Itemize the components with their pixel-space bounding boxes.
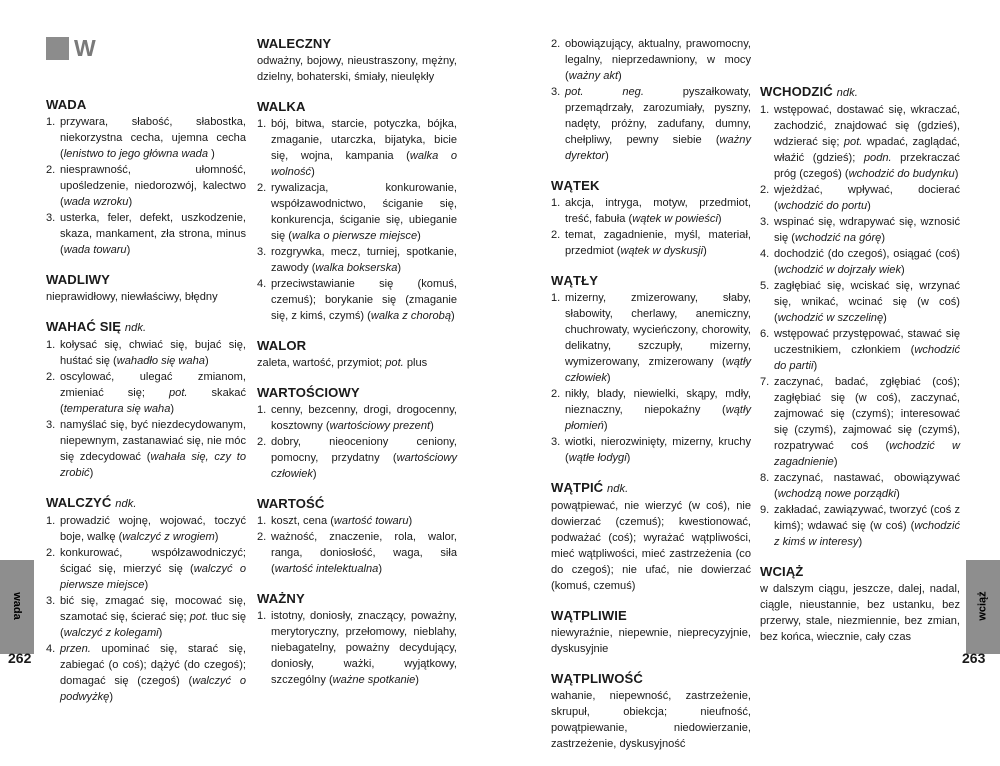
- column-1: [46, 97, 246, 719]
- headword: WALCZYĆ ndk.: [46, 495, 137, 510]
- sense: 3. usterka, feler, defekt, uszkodzenie, skaza, mankament, zła strona, minus (wada towaru): [46, 212, 246, 256]
- headword: WARTOŚCIOWY: [257, 385, 360, 400]
- entry-wazny: [257, 591, 457, 688]
- sense: 4. przeciwstawianie się (komuś, czemuś); borykanie się (zmaganie się, z kimś, czymś) (walka z chorobą): [257, 278, 457, 322]
- sense: 3. wspinać się, wdrapywać się, wznosić się (wchodzić na górę): [760, 216, 960, 244]
- sense: 2. wjeżdżać, wpływać, docierać (wchodzić do portu): [760, 184, 960, 212]
- sense: 2. rywalizacja, konkurowanie, współzawodnictwo, ściganie się, konkurencja, ściganie się, ubieganie się (walka o pierwsze miejsce): [257, 182, 457, 242]
- sense: 3. rozgrywka, mecz, turniej, spotkanie, zawody (walka bokserska): [257, 246, 457, 274]
- sense: 9. zakładać, zawiązywać, tworzyć (coś z kimś); wdawać się (w coś) (wchodzić z kimś w interesy): [760, 504, 960, 548]
- definition: zaleta, wartość, przymiot; pot. plus: [257, 357, 428, 369]
- section-letter: W: [74, 35, 96, 61]
- sense: 1. bój, bitwa, starcie, potyczka, bójka, zmaganie, utarczka, bijatyka, bicie się, wojna, kampania (walka o wolność): [257, 118, 457, 178]
- thumb-index-tab-right: [966, 560, 1000, 654]
- headword: WALOR: [257, 338, 307, 353]
- entry-walor: [257, 338, 457, 371]
- sense: 5. zagłębiać się, wciskać się, wrzynać się, wnikać, wcinać się (w coś) (wchodzić w szczelinę): [760, 280, 960, 324]
- entry-watpic: [551, 480, 751, 594]
- entry-walczyc: [46, 495, 246, 705]
- headword: WCIĄŻ: [760, 564, 804, 579]
- sense: 6. wstępować przystępować, stawać się uczestnikiem, członkiem (wchodzić do partii): [760, 328, 960, 372]
- section-marker-box: [46, 37, 69, 60]
- entry-wchodzic: [760, 84, 960, 550]
- headword: WALKA: [257, 99, 306, 114]
- headword: WCHODZIĆ ndk.: [760, 84, 858, 99]
- entry-wciaz: [760, 564, 960, 645]
- definition: niewyraźnie, niepewnie, nieprecyzyjnie, dyskusyjnie: [551, 627, 751, 655]
- sense: 1. mizerny, zmizerowany, słaby, słabowity, cherlawy, anemiczny, chuchrowaty, wycieńczony, chorowity, delikatny, szczupły, mizerny, wymizerowany, zmizerowany (wątły człowiek): [551, 292, 751, 384]
- sense: 1. przywara, słabość, słabostka, niekorzystna cecha, ujemna cecha (lenistwo to jego główna wada ): [46, 116, 246, 160]
- entry-watpliwosc: [551, 671, 751, 752]
- sense: 1. wstępować, dostawać się, wkraczać, zachodzić, znajdować się (gdzieś), wdzierać się; pot. wpadać, zaglądać, właźić (gdzieś); podn. przekraczać próg (czegoś) (wchodzić do budynku): [760, 104, 960, 180]
- sense: 1. koszt, cena (wartość towaru): [257, 515, 413, 527]
- headword: WĄTPIĆ ndk.: [551, 480, 629, 495]
- entry-watly: [551, 273, 751, 466]
- sense: 2. konkurować, współzawodniczyć; ścigać się, mierzyć się (walczyć o pierwsze miejsce): [46, 547, 246, 591]
- entry-watek: [551, 178, 751, 259]
- sense: 4. przen. upominać się, starać się, zabiegać (o coś); dążyć (do czegoś); domagać się (czegoś) (walczyć o podwyżkę): [46, 643, 246, 703]
- page-number-left: 262: [8, 650, 32, 666]
- headword: WĄTEK: [551, 178, 600, 193]
- entry-wahac: [46, 319, 246, 481]
- definition: w dalszym ciągu, jeszcze, dalej, nadal, ciągle, nieustannie, bez ustanku, bez przerwy, stale, niezmiennie, bez zmian, bez końca, wiecznie, cały czas: [760, 583, 960, 643]
- sense: 3. wiotki, nierozwinięty, mizerny, kruchy (wątłe łodygi): [551, 436, 751, 464]
- sense: 2. dobry, nieoceniony ceniony, pomocny, przydatny (wartościowy człowiek): [257, 436, 457, 480]
- entry-watpliwie: [551, 608, 751, 657]
- column-2: [257, 36, 457, 702]
- headword: WĄTŁY: [551, 273, 599, 288]
- headword: WĄTPLIWOŚĆ: [551, 671, 643, 686]
- sense: 2. niesprawność, ułomność, upośledzenie, niedorozwój, kalectwo (wada wzroku): [46, 164, 246, 208]
- sense: 2. obowiązujący, aktualny, prawomocny, legalny, nieprzedawniony, w mocy (ważny akt): [551, 38, 751, 82]
- thumb-index-label: wciąż: [977, 591, 990, 621]
- headword: WALECZNY: [257, 36, 332, 51]
- column-4: [760, 84, 960, 659]
- thumb-index-label: wada: [11, 592, 24, 620]
- definition: wahanie, niepewność, zastrzeżenie, skrupuł, obiekcja; nieufność, powątpiewanie, niedowierzanie, zastrzeżenie, dyskusyjność: [551, 690, 751, 750]
- thumb-index-tab-left: [0, 560, 34, 654]
- headword: WADLIWY: [46, 272, 110, 287]
- sense: 1. kołysać się, chwiać się, bujać się, huśtać się (wahadło się waha): [46, 339, 246, 367]
- entry-wada: [46, 97, 246, 258]
- entry-wazny-cont: [551, 36, 751, 164]
- sense: 1. istotny, doniosły, znaczący, poważny, merytoryczny, przełomowy, nieblahy, niebagatelny, poważny decydujący, doniosły, ważki, wyjątkowy, szczególny (ważne spotkanie): [257, 610, 457, 686]
- entry-waleczny: [257, 36, 457, 85]
- sense: 1. cenny, bezcenny, drogi, drogocenny, kosztowny (wartościowy prezent): [257, 404, 457, 432]
- headword: WADA: [46, 97, 87, 112]
- sense: 3. namyślać się, być niezdecydowanym, niepewnym, zastanawiać się, nie móc się zdecydować (wahała się, czy to zrobić): [46, 419, 247, 479]
- entry-wadliwy: [46, 272, 246, 305]
- definition: odważny, bojowy, nieustraszony, mężny, dzielny, bohaterski, śmiały, nieulękły: [257, 55, 457, 83]
- headword: WAŻNY: [257, 591, 305, 606]
- headword: WARTOŚĆ: [257, 496, 325, 511]
- definition: nieprawidłowy, niewłaściwy, błędny: [46, 291, 218, 303]
- definition: powątpiewać, nie wierzyć (w coś), nie dowierzać (czemuś); kwestionować, podważać (coś); wyrażać wątpliwości, mieć wątpliwości, mieć zastrzeżenia (co do czegoś); nie ufać, nie dowierzać (komuś, czemuś): [551, 500, 751, 592]
- headword: WAHAĆ SIĘ ndk.: [46, 319, 147, 334]
- sense: 2. nikły, blady, niewielki, skąpy, mdły, nieznaczny, niepokaźny (wątły płomień): [551, 388, 751, 432]
- entry-wartosciowy: [257, 385, 457, 482]
- entry-walka: [257, 99, 457, 324]
- entry-wartosc: [257, 496, 457, 577]
- sense: 8. zaczynać, nastawać, obowiązywać (wchodzą nowe porządki): [760, 472, 960, 500]
- sense: 1. prowadzić wojnę, wojować, toczyć boje, walkę (walczyć z wrogiem): [46, 515, 246, 543]
- sense: 2. temat, zagadnienie, myśl, materiał, przedmiot (wątek w dyskusji): [551, 229, 751, 257]
- sense: 7. zaczynać, badać, zgłębiać (coś); zagłębiać się (w coś), zaczynać, zajmować się (czymś); interesować się (czymś), zajmować się (czymś), rozpatrywać coś (wchodzić w zagadnienie): [760, 376, 960, 468]
- page-number-right: 263: [962, 650, 986, 666]
- sense: 2. ważność, znaczenie, rola, walor, ranga, doniosłość, waga, siła (wartość intelektualna): [257, 531, 457, 575]
- sense: 4. dochodzić (do czegoś), osiągać (coś) (wchodzić w dojrzały wiek): [760, 248, 960, 276]
- sense: 1. akcja, intryga, motyw, przedmiot, treść, fabuła (wątek w powieści): [551, 197, 751, 225]
- column-3: [551, 36, 751, 766]
- sense: 3. pot. neg. pyszałkowaty, przemądrzały, zarozumiały, pyszny, nadęty, próżny, zadufany, dumny, chełpliwy, pewny siebie (ważny dyrektor): [551, 86, 751, 162]
- headword: WĄTPLIWIE: [551, 608, 627, 623]
- sense: 3. bić się, zmagać się, mocować się, szamotać się, ścierać się; pot. tłuc się (walczyć z kolegami): [46, 595, 247, 639]
- sense: 2. oscylować, ulegać zmianom, zmieniać się; pot. skakać (temperatura się waha): [46, 371, 246, 415]
